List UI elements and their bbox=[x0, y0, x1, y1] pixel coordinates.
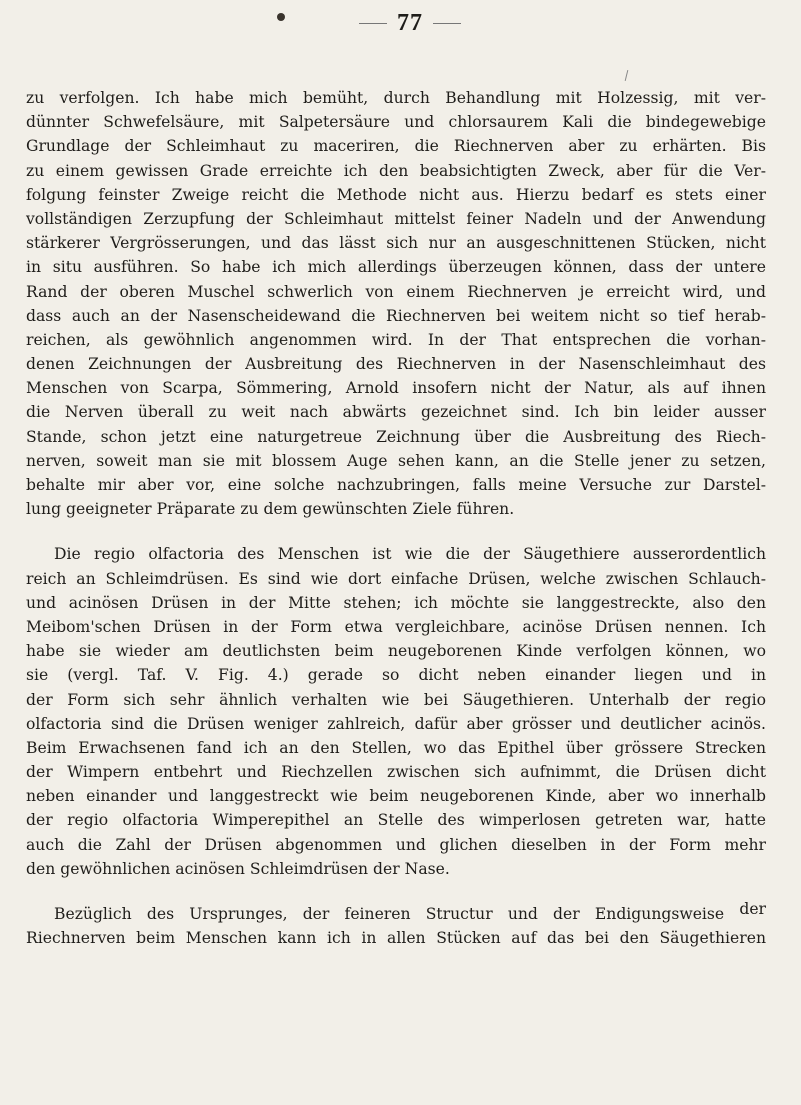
text-line: Meibom'schen Drüsen in der Form etwa vergleichbare, acinöse Drüsen nennen. Ich bbox=[26, 617, 766, 636]
text-line: neben einander und langgestreckt wie beim neugeborenen Kinde, aber wo innerhalb bbox=[26, 787, 766, 806]
paragraph-2 bbox=[26, 542, 766, 881]
text-line: denen Zeichnungen der Ausbreitung des Riechnerven in der Nasenschleimhaut des bbox=[26, 355, 766, 374]
text-line: in situ ausführen. So habe ich mich allerdings überzeugen können, dass der untere bbox=[26, 258, 766, 277]
text-line: folgung feinster Zweige reicht die Methode nicht aus. Hierzu bedarf es stets einer bbox=[26, 185, 766, 204]
header-rule-left bbox=[359, 23, 387, 24]
text-line: Beim Erwachsenen fand ich an den Stellen, wo das Epithel über grössere Strecken bbox=[26, 738, 766, 757]
body-text bbox=[26, 86, 766, 971]
text-line: olfactoria sind die Drüsen weniger zahlreich, dafür aber grösser und deutlicher acinös. bbox=[26, 714, 766, 733]
paragraph-1 bbox=[26, 86, 766, 521]
text-line: Menschen von Scarpa, Sömmering, Arnold insofern nicht der Natur, als auf ihnen bbox=[26, 379, 766, 398]
text-line: den gewöhnlichen acinösen Schleimdrüsen der Nase. bbox=[26, 859, 450, 878]
text-line: dass auch an der Nasenscheidewand die Riechnerven bei weitem nicht so tief herab- bbox=[26, 306, 766, 325]
text-line: Stande, schon jetzt eine naturgetreue Zeichnung über die Ausbreitung des Riech- bbox=[26, 427, 766, 446]
text-line: zu verfolgen. Ich habe mich bemüht, durch Behandlung mit Holzessig, mit ver- bbox=[26, 89, 766, 107]
text-line: habe sie wieder am deutlichsten beim neugeborenen Kinde verfolgen können, wo bbox=[26, 642, 766, 661]
text-line: reich an Schleimdrüsen. Es sind wie dort einfache Drüsen, welche zwischen Schlauch- bbox=[26, 569, 766, 588]
header-rule-right bbox=[433, 23, 461, 24]
text-line: Riechnerven beim Menschen kann ich in allen Stücken auf das bei den Säugethieren bbox=[26, 929, 766, 948]
page-number: 77 bbox=[397, 10, 423, 36]
text-line: reichen, als gewöhnlich angenommen wird. In der That entsprechen die vorhan- bbox=[26, 330, 766, 349]
text-line: lung geeigneter Präparate zu dem gewünschten Ziele führen. bbox=[26, 500, 515, 519]
text-line: Grundlage der Schleimhaut zu maceriren, die Riechnerven aber zu erhärten. Bis bbox=[26, 137, 766, 156]
text-line: und acinösen Drüsen in der Mitte stehen; ich möchte sie langgestreckte, also den bbox=[26, 593, 766, 612]
text-line bbox=[26, 902, 766, 926]
text-line: nerven, soweit man sie mit blossem Auge sehen kann, an die Stelle jener zu setzen, bbox=[26, 451, 766, 470]
paragraph-3 bbox=[26, 902, 766, 950]
raised-word: der bbox=[739, 900, 767, 918]
text-line: stärkerer Vergrösserungen, und das lässt sich nur an ausgeschnittenen Stücken, nicht bbox=[26, 234, 766, 253]
text-line: Die regio olfactoria des Menschen ist wie die der Säugethiere ausserordentlich bbox=[54, 545, 766, 564]
text-line: die Nerven überall zu weit nach abwärts gezeichnet sind. Ich bin leider ausser bbox=[26, 403, 766, 422]
text-line: Rand der oberen Muschel schwerlich von einem Riechnerven je erreicht wird, und bbox=[26, 282, 766, 301]
text-line: vollständigen Zerzupfung der Schleimhaut mittelst feiner Nadeln und der Anwendung bbox=[26, 209, 766, 228]
text-line: behalte mir aber vor, eine solche nachzubringen, falls meine Versuche zur Darstel- bbox=[26, 476, 766, 494]
page-header bbox=[340, 10, 480, 37]
text-line: auch die Zahl der Drüsen abgenommen und glichen dieselben in der Form mehr bbox=[26, 835, 766, 854]
text-line: zu einem gewissen Grade erreichte ich den beabsichtigten Zweck, aber für die Ver- bbox=[26, 161, 766, 180]
margin-mark bbox=[625, 70, 629, 81]
text-line-main: Bezüglich des Ursprunges, der feineren Structur und der Endigungsweise bbox=[54, 905, 725, 923]
text-line: der regio olfactoria Wimperepithel an Stelle des wimperlosen getreten war, hatte bbox=[26, 811, 766, 830]
text-line: sie (vergl. Taf. V. Fig. 4.) gerade so dicht neben einander liegen und in bbox=[26, 666, 766, 685]
text-line: dünnter Schwefelsäure, mit Salpetersäure und chlorsaurem Kali die bindegewebige bbox=[26, 113, 766, 132]
text-line: der Wimpern entbehrt und Riechzellen zwischen sich aufnimmt, die Drüsen dicht bbox=[26, 763, 766, 782]
text-line: der Form sich sehr ähnlich verhalten wie bei Säugethieren. Unterhalb der regio bbox=[26, 690, 766, 709]
ink-spot bbox=[277, 13, 285, 21]
